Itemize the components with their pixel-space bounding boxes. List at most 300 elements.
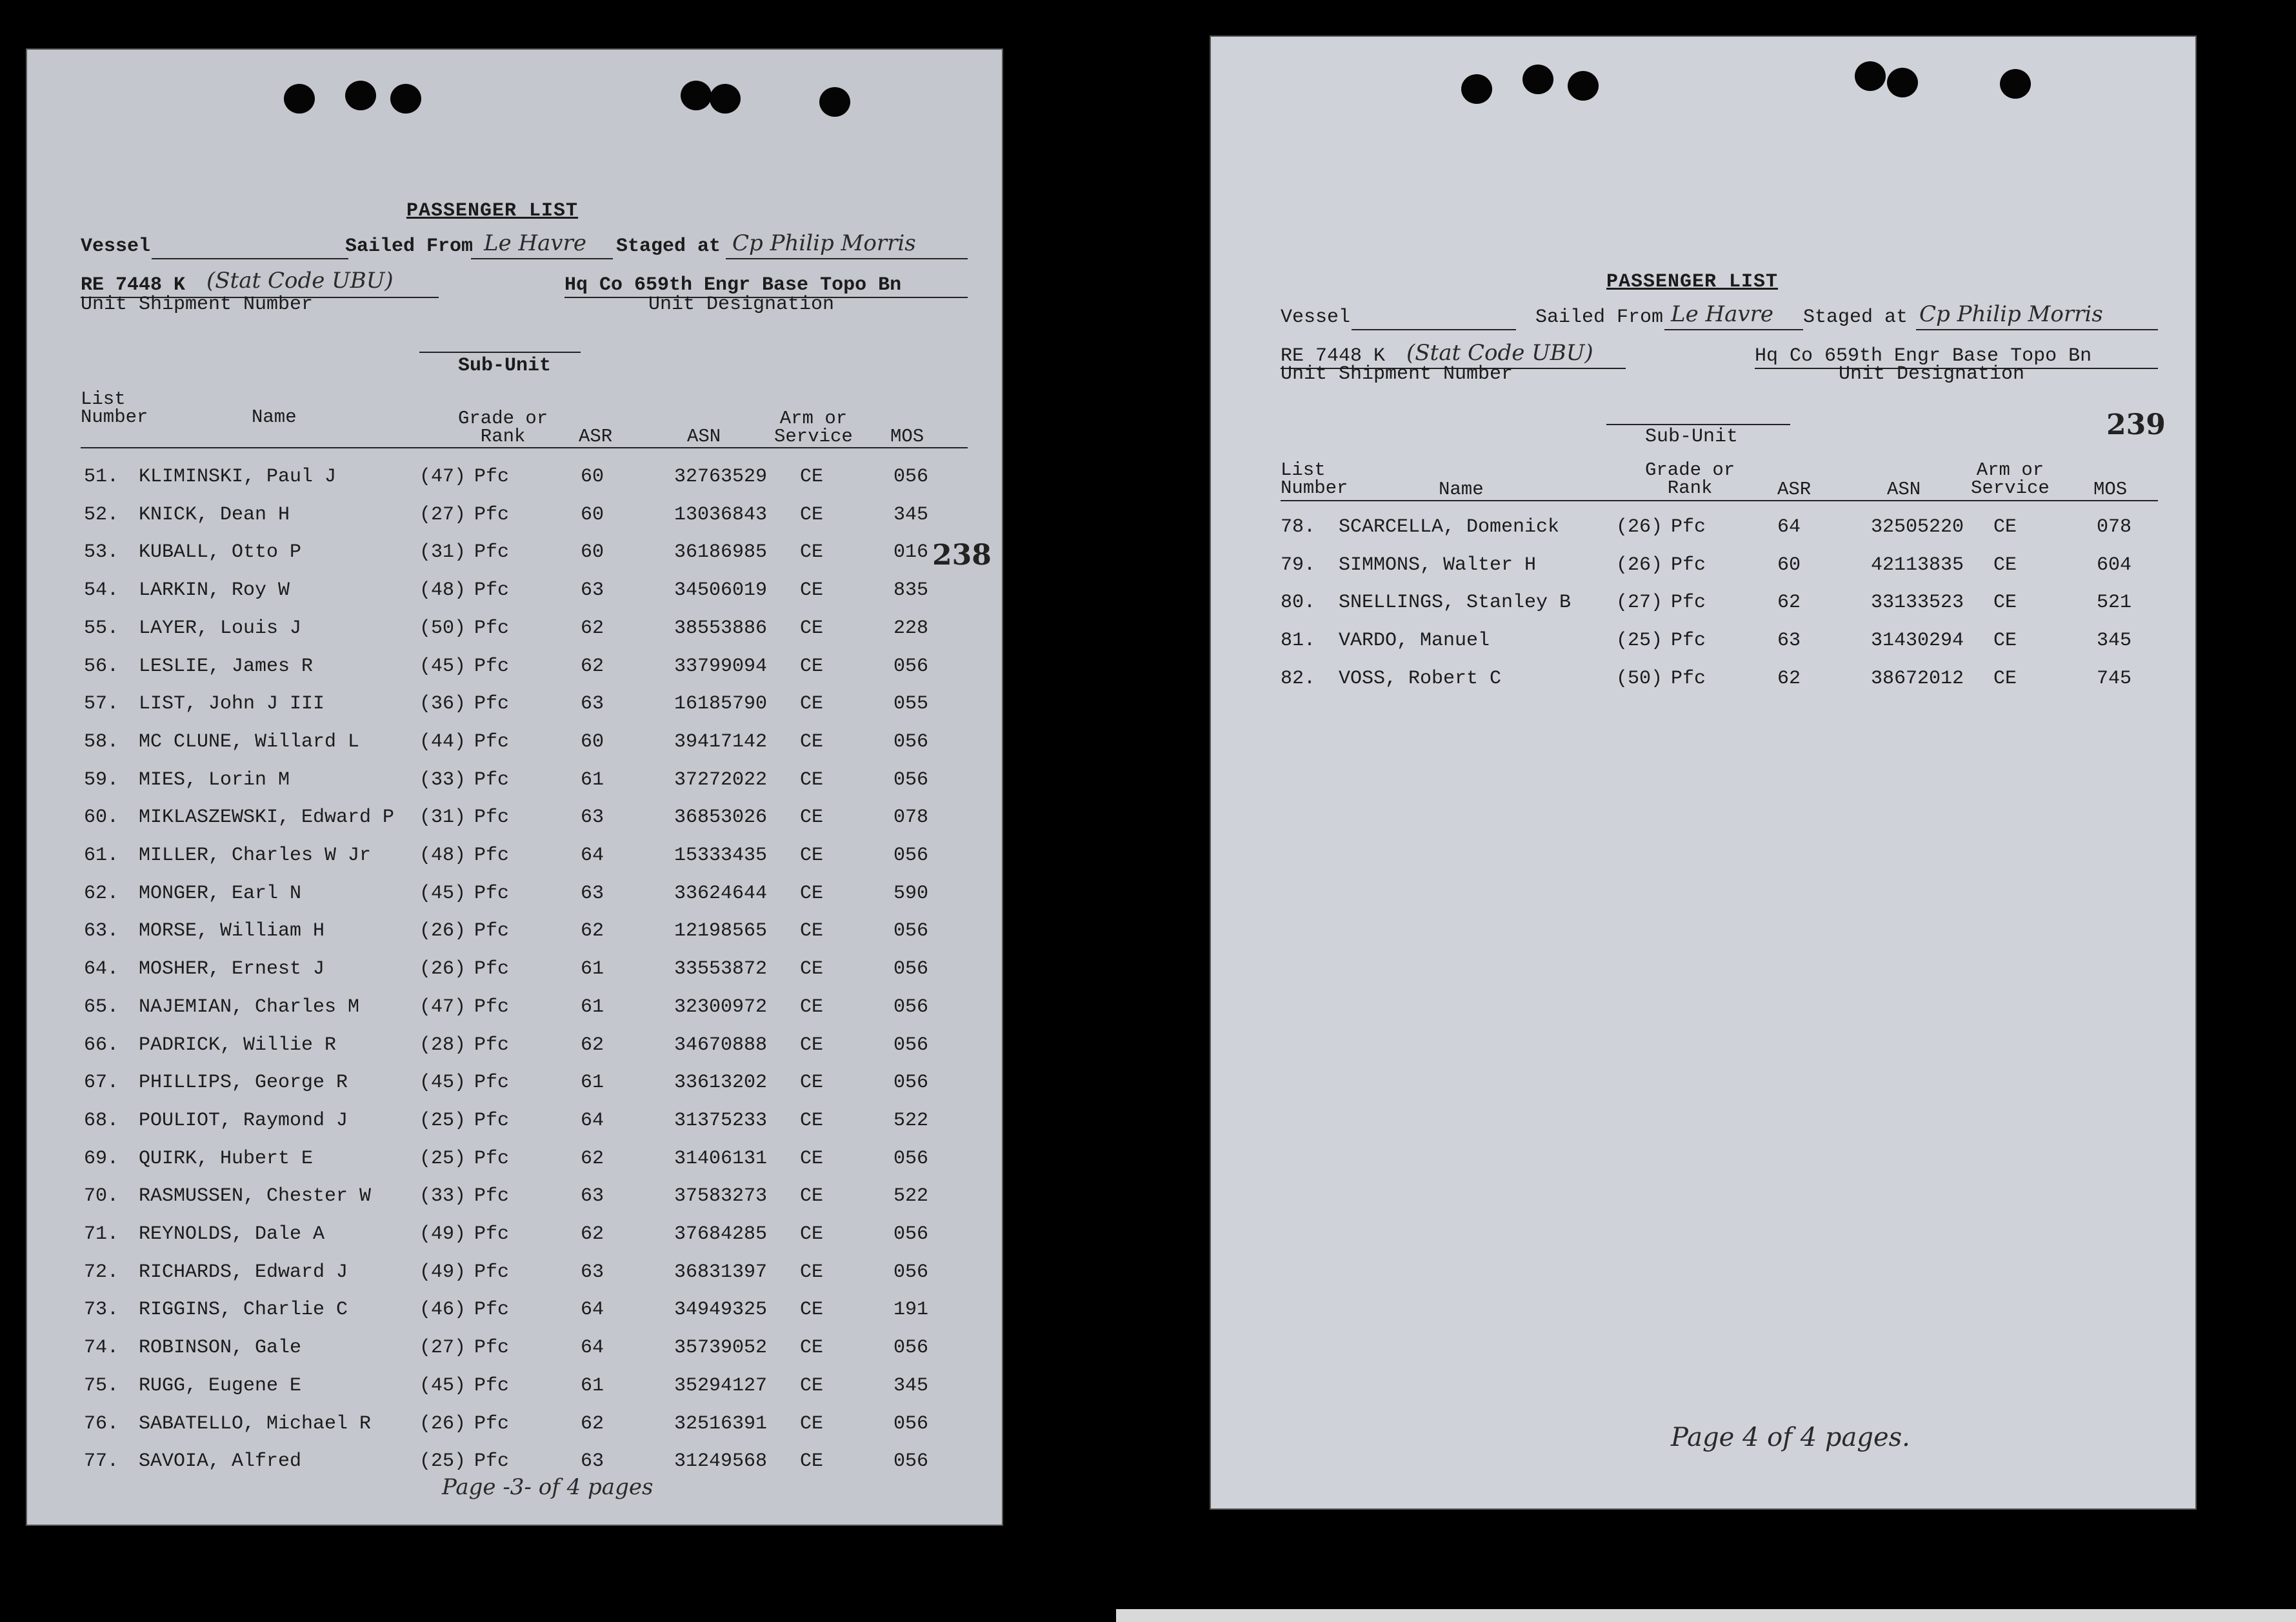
cell-age: (47): [419, 466, 466, 488]
cell-no: 74.: [84, 1337, 119, 1359]
unit-designation: Hq Co 659th Engr Base Topo Bn: [1755, 345, 2092, 367]
cell-mos: 590: [893, 882, 929, 905]
cell-mos: 522: [893, 1109, 929, 1132]
punch-hole: [819, 87, 850, 117]
punch-hole: [1855, 61, 1886, 91]
cell-asn: 39417142: [674, 730, 768, 753]
cell-asr: 62: [581, 617, 604, 639]
cell-no: 81.: [1281, 630, 1316, 652]
table-row: [26, 731, 993, 768]
cell-mos: 056: [893, 768, 929, 791]
col-header-grade: Grade or Rank: [458, 408, 548, 447]
cell-mos: 604: [2097, 554, 2132, 576]
cell-mos: 056: [893, 466, 929, 488]
cell-name: SIMMONS, Walter H: [1339, 554, 1537, 576]
shipment-number: RE 7448 K: [1281, 345, 1386, 367]
cell-grade: Pfc: [474, 1261, 510, 1283]
col-header-mos: MOS: [890, 426, 924, 447]
cell-mos: 056: [893, 920, 929, 943]
cell-asn: 32516391: [674, 1412, 768, 1435]
table-row: [26, 541, 993, 579]
cell-arm: CE: [800, 768, 824, 791]
cell-name: LIST, John J III: [139, 693, 325, 716]
cell-age: (33): [419, 1185, 466, 1208]
cell-age: (45): [419, 655, 466, 677]
punch-hole: [345, 81, 376, 110]
cell-mos: 835: [893, 579, 929, 602]
cell-no: 56.: [84, 655, 119, 677]
cell-arm: CE: [1993, 592, 2017, 614]
cell-age: (49): [419, 1261, 466, 1283]
cell-asn: 38553886: [674, 617, 768, 639]
cell-mos: 078: [2097, 516, 2132, 538]
col-header-mos: MOS: [2093, 479, 2128, 500]
cell-no: 60.: [84, 806, 119, 829]
cell-grade: Pfc: [474, 730, 510, 753]
cell-arm: CE: [800, 996, 824, 1018]
cell-asn: 35739052: [674, 1337, 768, 1359]
col-header-asr: ASR: [1777, 479, 1812, 500]
col-header-asr: ASR: [579, 426, 613, 447]
cell-asr: 64: [581, 1299, 604, 1321]
cell-asn: 33553872: [674, 958, 768, 981]
cell-grade: Pfc: [1671, 667, 1706, 690]
cell-mos: 056: [893, 845, 929, 866]
cell-grade: Pfc: [474, 1374, 510, 1397]
cell-arm: CE: [800, 730, 824, 753]
cell-grade: Pfc: [1671, 592, 1706, 614]
cell-arm: CE: [1993, 516, 2017, 538]
cell-age: (50): [1616, 667, 1663, 690]
cell-asn: 33133523: [1871, 592, 1964, 614]
cell-grade: Pfc: [474, 1147, 510, 1170]
cell-grade: Pfc: [474, 693, 510, 716]
cell-asr: 64: [581, 1337, 604, 1359]
cell-asn: 31406131: [674, 1147, 768, 1170]
document-page-right: [1210, 35, 2197, 1510]
cell-asr: 62: [581, 920, 604, 943]
cell-asr: 60: [1777, 554, 1801, 576]
cell-arm: CE: [800, 1299, 824, 1321]
cell-arm: CE: [800, 579, 824, 602]
cell-asn: 32300972: [674, 996, 768, 1018]
cell-asn: 34949325: [674, 1299, 768, 1321]
cell-name: PADRICK, Willie R: [139, 1034, 337, 1056]
cell-arm: CE: [1993, 667, 2017, 690]
cell-arm: CE: [800, 503, 824, 526]
cell-asn: 36853026: [674, 806, 768, 829]
table-row: [26, 1034, 993, 1072]
table-row: [1210, 516, 2177, 554]
cell-arm: CE: [800, 655, 824, 677]
cell-asn: 36831397: [674, 1261, 768, 1283]
cell-mos: 016: [893, 541, 929, 564]
cell-age: (27): [419, 1337, 466, 1359]
punch-hole: [710, 84, 741, 114]
cell-asr: 62: [581, 1412, 604, 1435]
cell-asr: 62: [1777, 667, 1801, 690]
cell-no: 51.: [84, 466, 119, 488]
cell-name: MIES, Lorin M: [139, 768, 290, 791]
cell-mos: 056: [893, 958, 929, 981]
cell-asr: 61: [581, 768, 604, 791]
cell-name: VOSS, Robert C: [1339, 667, 1502, 690]
cell-no: 72.: [84, 1261, 119, 1283]
cell-grade: Pfc: [474, 958, 510, 981]
cell-asn: 13036843: [674, 503, 768, 526]
vessel-label: Vessel: [81, 235, 151, 257]
cell-name: VARDO, Manuel: [1339, 630, 1490, 652]
cell-age: (26): [1616, 554, 1663, 576]
cell-age: (28): [419, 1034, 466, 1056]
cell-arm: CE: [800, 882, 824, 905]
cell-grade: Pfc: [474, 996, 510, 1018]
cell-grade: Pfc: [474, 1034, 510, 1056]
document-page-left: [26, 48, 1003, 1526]
cell-age: (26): [1616, 516, 1663, 538]
cell-no: 70.: [84, 1185, 119, 1208]
page-title: PASSENGER LIST: [1606, 271, 1779, 293]
cell-grade: Pfc: [474, 1299, 510, 1321]
sailed-from-value: Le Havre: [484, 230, 587, 256]
cell-no: 53.: [84, 541, 119, 564]
cell-no: 71.: [84, 1223, 119, 1245]
cell-asr: 62: [581, 1223, 604, 1245]
table-row: [1210, 554, 2177, 592]
cell-no: 75.: [84, 1374, 119, 1397]
cell-mos: 522: [893, 1185, 929, 1208]
cell-asr: 64: [1777, 516, 1801, 538]
table-row: [26, 1072, 993, 1109]
cell-name: LAYER, Louis J: [139, 617, 302, 639]
cell-grade: Pfc: [474, 806, 510, 829]
cell-arm: CE: [800, 466, 824, 488]
table-row: [26, 1110, 993, 1147]
punch-hole: [1568, 71, 1599, 101]
cell-asr: 61: [581, 996, 604, 1018]
table-row: [26, 845, 993, 882]
cell-asn: 31430294: [1871, 630, 1964, 652]
cell-asn: 33613202: [674, 1072, 768, 1094]
cell-name: SCARCELLA, Domenick: [1339, 516, 1560, 538]
cell-arm: CE: [800, 617, 824, 639]
table-row: [1210, 592, 2177, 629]
cell-arm: CE: [800, 1337, 824, 1359]
cell-grade: Pfc: [1671, 554, 1706, 576]
cell-grade: Pfc: [474, 541, 510, 564]
table-row: [26, 996, 993, 1034]
cell-asn: 36186985: [674, 541, 768, 564]
cell-name: SABATELLO, Michael R: [139, 1412, 372, 1435]
cell-arm: CE: [800, 1185, 824, 1208]
cell-asr: 63: [1777, 630, 1801, 652]
cell-asr: 62: [581, 655, 604, 677]
cell-grade: Pfc: [474, 1185, 510, 1208]
cell-asr: 60: [581, 503, 604, 526]
cell-mos: 056: [893, 1412, 929, 1435]
cell-asn: 31375233: [674, 1109, 768, 1132]
cell-grade: Pfc: [474, 845, 510, 866]
cell-mos: 056: [893, 1261, 929, 1283]
punch-hole: [1887, 68, 1918, 97]
table-row: [26, 920, 993, 957]
cell-grade: Pfc: [474, 617, 510, 639]
punch-hole: [1522, 65, 1553, 94]
cell-age: (44): [419, 730, 466, 753]
cell-name: RIGGINS, Charlie C: [139, 1299, 348, 1321]
cell-asn: 35294127: [674, 1374, 768, 1397]
cell-grade: Pfc: [474, 1109, 510, 1132]
cell-grade: Pfc: [474, 655, 510, 677]
cell-age: (45): [419, 1374, 466, 1397]
cell-arm: CE: [800, 1109, 824, 1132]
page-footer: Page 4 of 4 pages.: [1671, 1423, 1910, 1452]
punch-hole: [390, 84, 421, 114]
cell-name: POULIOT, Raymond J: [139, 1109, 348, 1132]
cell-grade: Pfc: [474, 882, 510, 905]
table-row: [26, 504, 993, 541]
cell-asr: 63: [581, 806, 604, 829]
staged-at-value: Cp Philip Morris: [732, 230, 916, 256]
cell-asn: 32763529: [674, 466, 768, 488]
cell-asn: 15333435: [674, 845, 768, 866]
cell-grade: Pfc: [474, 466, 510, 488]
cell-name: LARKIN, Roy W: [139, 579, 290, 602]
cell-no: 64.: [84, 958, 119, 981]
cell-grade: Pfc: [474, 1412, 510, 1435]
page-footer: Page -3- of 4 pages: [442, 1474, 654, 1500]
table-row: [26, 1261, 993, 1299]
cell-name: ROBINSON, Gale: [139, 1337, 302, 1359]
cell-age: (25): [419, 1450, 466, 1473]
cell-arm: CE: [800, 1261, 824, 1283]
cell-mos: 056: [893, 1034, 929, 1056]
cell-mos: 056: [893, 1337, 929, 1359]
cell-grade: Pfc: [474, 1223, 510, 1245]
cell-asn: 34670888: [674, 1034, 768, 1056]
staged-at-label: Staged at: [616, 235, 721, 257]
page-title: PASSENGER LIST: [406, 200, 579, 222]
cell-age: (50): [419, 617, 466, 639]
cell-no: 65.: [84, 996, 119, 1018]
staged-at-value: Cp Philip Morris: [1919, 301, 2103, 327]
col-header-list-number: List Number: [81, 388, 148, 428]
page-stamp-number: 238: [932, 539, 992, 572]
cell-name: KNICK, Dean H: [139, 503, 290, 526]
table-row: [26, 1375, 993, 1412]
cell-mos: 521: [2097, 592, 2132, 614]
cell-mos: 345: [2097, 630, 2132, 652]
cell-age: (48): [419, 579, 466, 602]
cell-mos: 056: [893, 996, 929, 1018]
cell-mos: 056: [893, 730, 929, 753]
cell-grade: Pfc: [474, 920, 510, 943]
cell-arm: CE: [1993, 630, 2017, 652]
cell-mos: 078: [893, 806, 929, 829]
table-row: [26, 958, 993, 996]
scan-edge-strip: [1116, 1609, 2296, 1622]
cell-arm: CE: [800, 1374, 824, 1397]
cell-asn: 37583273: [674, 1185, 768, 1208]
table-row: [26, 1148, 993, 1185]
cell-asr: 61: [581, 1072, 604, 1094]
cell-name: MC CLUNE, Willard L: [139, 730, 360, 753]
cell-age: (25): [419, 1147, 466, 1170]
cell-asr: 63: [581, 1450, 604, 1473]
subunit-label: Sub-Unit: [1645, 426, 1739, 448]
shipment-caption: Unit Shipment Number: [81, 294, 314, 315]
subunit-label: Sub-Unit: [458, 355, 552, 377]
col-header-arm: Arm or Service: [774, 408, 853, 447]
cell-asr: 61: [581, 1374, 604, 1397]
punch-hole: [2000, 69, 2031, 99]
cell-arm: CE: [1993, 554, 2017, 576]
cell-age: (45): [419, 1072, 466, 1094]
table-row: [26, 579, 993, 617]
cell-name: KUBALL, Otto P: [139, 541, 302, 564]
cell-name: LESLIE, James R: [139, 655, 314, 677]
cell-name: PHILLIPS, George R: [139, 1072, 348, 1094]
col-header-grade: Grade or Rank: [1645, 459, 1735, 499]
cell-asr: 62: [581, 1034, 604, 1056]
cell-no: 76.: [84, 1412, 119, 1435]
cell-no: 80.: [1281, 592, 1316, 614]
cell-name: RASMUSSEN, Chester W: [139, 1185, 372, 1208]
cell-name: QUIRK, Hubert E: [139, 1147, 314, 1170]
cell-name: MILLER, Charles W Jr: [139, 845, 372, 866]
table-row: [26, 769, 993, 806]
col-header-name: Name: [1439, 479, 1484, 500]
cell-asn: 37272022: [674, 768, 768, 791]
cell-arm: CE: [800, 693, 824, 716]
unit-caption: Unit Designation: [648, 294, 835, 315]
cell-asr: 64: [581, 1109, 604, 1132]
cell-name: MORSE, William H: [139, 920, 325, 943]
punch-hole: [1461, 74, 1492, 104]
cell-name: MIKLASZEWSKI, Edward P: [139, 806, 395, 829]
cell-arm: CE: [800, 1147, 824, 1170]
col-header-asn: ASN: [687, 426, 721, 447]
cell-age: (33): [419, 768, 466, 791]
cell-arm: CE: [800, 920, 824, 943]
shipment-note: (Stat Code UBU): [1406, 340, 1593, 366]
cell-no: 59.: [84, 768, 119, 791]
cell-mos: 056: [893, 1147, 929, 1170]
sailed-from-label: Sailed From: [345, 235, 474, 257]
cell-asr: 60: [581, 730, 604, 753]
punch-hole: [284, 84, 315, 114]
cell-arm: CE: [800, 806, 824, 829]
sailed-from-value: Le Havre: [1671, 301, 1774, 327]
cell-age: (47): [419, 996, 466, 1018]
cell-arm: CE: [800, 845, 824, 866]
cell-age: (36): [419, 693, 466, 716]
cell-name: MONGER, Earl N: [139, 882, 302, 905]
cell-asr: 64: [581, 845, 604, 866]
cell-arm: CE: [800, 1223, 824, 1245]
cell-no: 82.: [1281, 667, 1316, 690]
table-row: [26, 656, 993, 693]
cell-grade: Pfc: [474, 503, 510, 526]
cell-mos: 056: [893, 1450, 929, 1473]
cell-mos: 056: [893, 1223, 929, 1245]
table-row: [26, 617, 993, 655]
cell-asr: 62: [1777, 592, 1801, 614]
staged-at-label: Staged at: [1803, 306, 1908, 328]
cell-no: 57.: [84, 693, 119, 716]
cell-no: 69.: [84, 1147, 119, 1170]
cell-no: 62.: [84, 882, 119, 905]
cell-arm: CE: [800, 958, 824, 981]
cell-grade: Pfc: [1671, 516, 1706, 538]
cell-asn: 38672012: [1871, 667, 1964, 690]
cell-no: 77.: [84, 1450, 119, 1473]
cell-asn: 33624644: [674, 882, 768, 905]
col-header-arm: Arm or Service: [1971, 459, 2050, 499]
cell-no: 78.: [1281, 516, 1316, 538]
cell-mos: 228: [893, 617, 929, 639]
cell-no: 52.: [84, 503, 119, 526]
cell-no: 61.: [84, 845, 119, 866]
cell-name: RUGG, Eugene E: [139, 1374, 302, 1397]
cell-age: (31): [419, 541, 466, 564]
table-row: [26, 883, 993, 920]
cell-mos: 745: [2097, 667, 2132, 690]
cell-name: MOSHER, Ernest J: [139, 958, 325, 981]
shipment-caption: Unit Shipment Number: [1281, 363, 1513, 385]
table-row: [26, 693, 993, 730]
punch-hole: [681, 81, 712, 110]
col-header-asn: ASN: [1887, 479, 1921, 500]
shipment-number: RE 7448 K: [81, 274, 186, 296]
cell-asn: 32505220: [1871, 516, 1964, 538]
cell-no: 54.: [84, 579, 119, 602]
cell-asr: 63: [581, 1261, 604, 1283]
cell-no: 79.: [1281, 554, 1316, 576]
cell-age: (26): [419, 958, 466, 981]
table-row: [26, 1223, 993, 1261]
cell-asn: 12198565: [674, 920, 768, 943]
cell-age: (31): [419, 806, 466, 829]
cell-asr: 62: [581, 1147, 604, 1170]
cell-arm: CE: [800, 1450, 824, 1473]
cell-asn: 16185790: [674, 693, 768, 716]
cell-asr: 63: [581, 579, 604, 602]
cell-asn: 37684285: [674, 1223, 768, 1245]
cell-asr: 60: [581, 541, 604, 564]
cell-age: (45): [419, 882, 466, 905]
cell-no: 58.: [84, 730, 119, 753]
cell-no: 66.: [84, 1034, 119, 1056]
cell-name: REYNOLDS, Dale A: [139, 1223, 325, 1245]
cell-grade: Pfc: [474, 768, 510, 791]
cell-name: SNELLINGS, Stanley B: [1339, 592, 1572, 614]
cell-arm: CE: [800, 1412, 824, 1435]
cell-name: KLIMINSKI, Paul J: [139, 466, 337, 488]
cell-no: 67.: [84, 1072, 119, 1094]
cell-asr: 63: [581, 1185, 604, 1208]
cell-arm: CE: [800, 541, 824, 564]
cell-arm: CE: [800, 1072, 824, 1094]
table-row: [1210, 668, 2177, 705]
cell-no: 55.: [84, 617, 119, 639]
cell-age: (26): [419, 1412, 466, 1435]
cell-no: 63.: [84, 920, 119, 943]
cell-grade: Pfc: [474, 1337, 510, 1359]
col-header-name: Name: [252, 406, 297, 428]
table-row: [26, 1413, 993, 1450]
cell-mos: 055: [893, 693, 929, 716]
